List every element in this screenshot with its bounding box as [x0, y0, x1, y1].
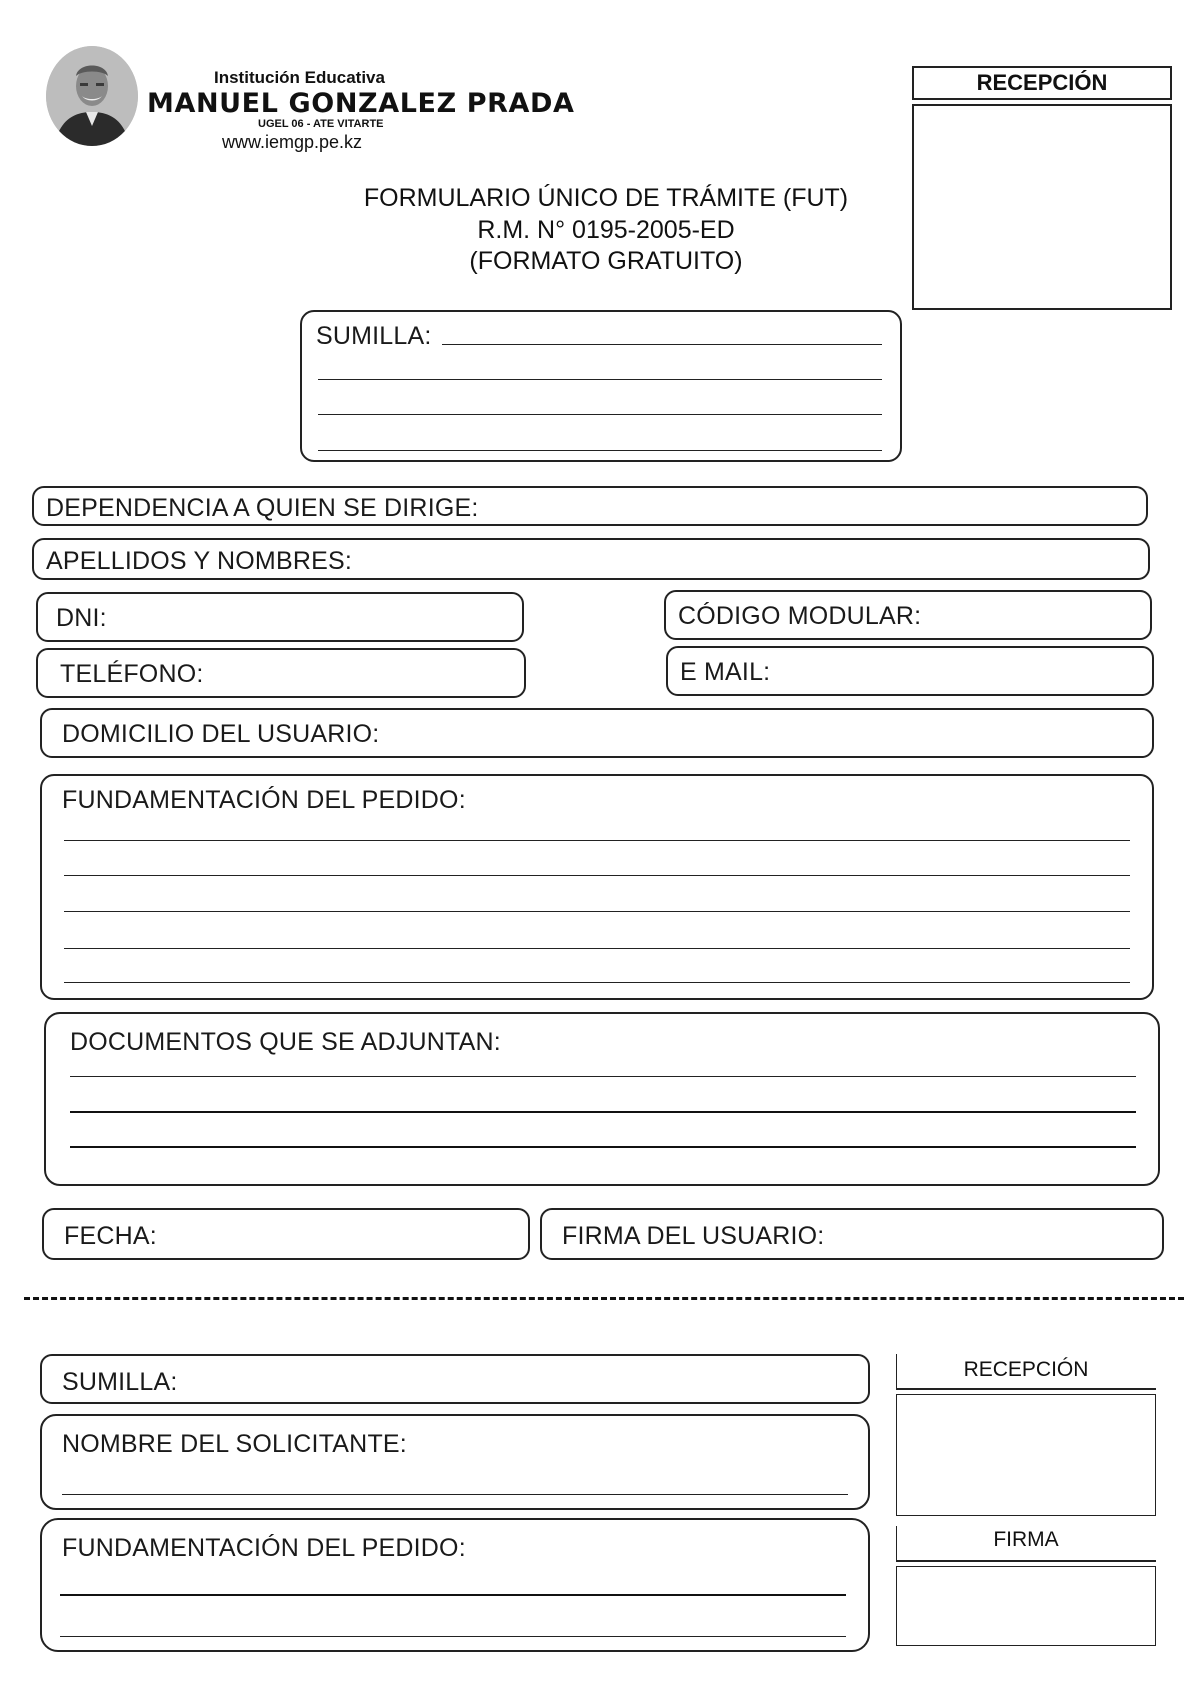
- institution-logo: [46, 46, 138, 146]
- documentos-label: DOCUMENTOS QUE SE ADJUNTAN:: [70, 1028, 501, 1056]
- dni-label: DNI:: [56, 604, 107, 632]
- apellidos-label: APELLIDOS Y NOMBRES:: [46, 547, 352, 575]
- stub-firma-box[interactable]: [896, 1566, 1156, 1646]
- stub-reception-title: RECEPCIÓN: [963, 1358, 1089, 1381]
- stub-reception-rule: [896, 1388, 1156, 1390]
- website-link[interactable]: www.iemgp.pe.kz: [222, 132, 363, 152]
- fundamentacion-line[interactable]: [64, 875, 1130, 876]
- fundamentacion-line[interactable]: [64, 840, 1130, 841]
- stub-fundamentacion-line[interactable]: [60, 1594, 846, 1596]
- fundamentacion-line[interactable]: [64, 948, 1130, 949]
- telefono-label: TELÉFONO:: [60, 660, 204, 688]
- institution-name: MANUEL GONZALEZ PRADA: [147, 88, 575, 119]
- stub-nombre-box[interactable]: [40, 1414, 870, 1510]
- stub-fundamentacion-label: FUNDAMENTACIÓN DEL PEDIDO:: [62, 1534, 466, 1562]
- stub-fundamentacion-line[interactable]: [60, 1636, 846, 1637]
- stub-nombre-label: NOMBRE DEL SOLICITANTE:: [62, 1430, 407, 1458]
- sumilla-line[interactable]: [442, 344, 882, 345]
- sumilla-label: SUMILLA:: [316, 322, 432, 350]
- documentos-line[interactable]: [70, 1146, 1136, 1148]
- stub-reception-box[interactable]: [896, 1394, 1156, 1516]
- form-free-format: (FORMATO GRATUITO): [469, 247, 743, 275]
- form-title: FORMULARIO ÚNICO DE TRÁMITE (FUT): [363, 184, 849, 212]
- sumilla-line[interactable]: [318, 450, 882, 451]
- form-resolution: R.M. N° 0195-2005-ED: [477, 216, 735, 244]
- domicilio-label: DOMICILIO DEL USUARIO:: [62, 720, 380, 748]
- firma-usuario-label: FIRMA DEL USUARIO:: [562, 1222, 825, 1250]
- email-label: E MAIL:: [680, 658, 771, 686]
- reception-title: RECEPCIÓN: [912, 66, 1172, 100]
- sumilla-line[interactable]: [318, 379, 882, 380]
- fundamentacion-line[interactable]: [64, 911, 1130, 912]
- stub-firma-title: FIRMA: [993, 1528, 1059, 1551]
- dni-field[interactable]: [36, 592, 524, 642]
- founder-portrait-icon: [46, 46, 138, 146]
- documentos-line[interactable]: [70, 1076, 1136, 1077]
- stub-sumilla-label: SUMILLA:: [62, 1368, 178, 1396]
- reception-stamp-box[interactable]: [912, 104, 1172, 310]
- cut-line: [24, 1297, 1184, 1300]
- dependencia-label: DEPENDENCIA A QUIEN SE DIRIGE:: [46, 494, 479, 522]
- institution-subtitle: Institución Educativa: [214, 68, 385, 87]
- stub-nombre-line[interactable]: [62, 1494, 848, 1495]
- fundamentacion-line[interactable]: [64, 982, 1130, 983]
- documentos-line[interactable]: [70, 1111, 1136, 1113]
- stub-firma-rule: [896, 1560, 1156, 1562]
- fecha-label: FECHA:: [64, 1222, 157, 1250]
- ugel-label: UGEL 06 - ATE VITARTE: [258, 118, 384, 130]
- codigo-modular-label: CÓDIGO MODULAR:: [678, 602, 922, 630]
- fundamentacion-label: FUNDAMENTACIÓN DEL PEDIDO:: [62, 786, 466, 814]
- sumilla-line[interactable]: [318, 414, 882, 415]
